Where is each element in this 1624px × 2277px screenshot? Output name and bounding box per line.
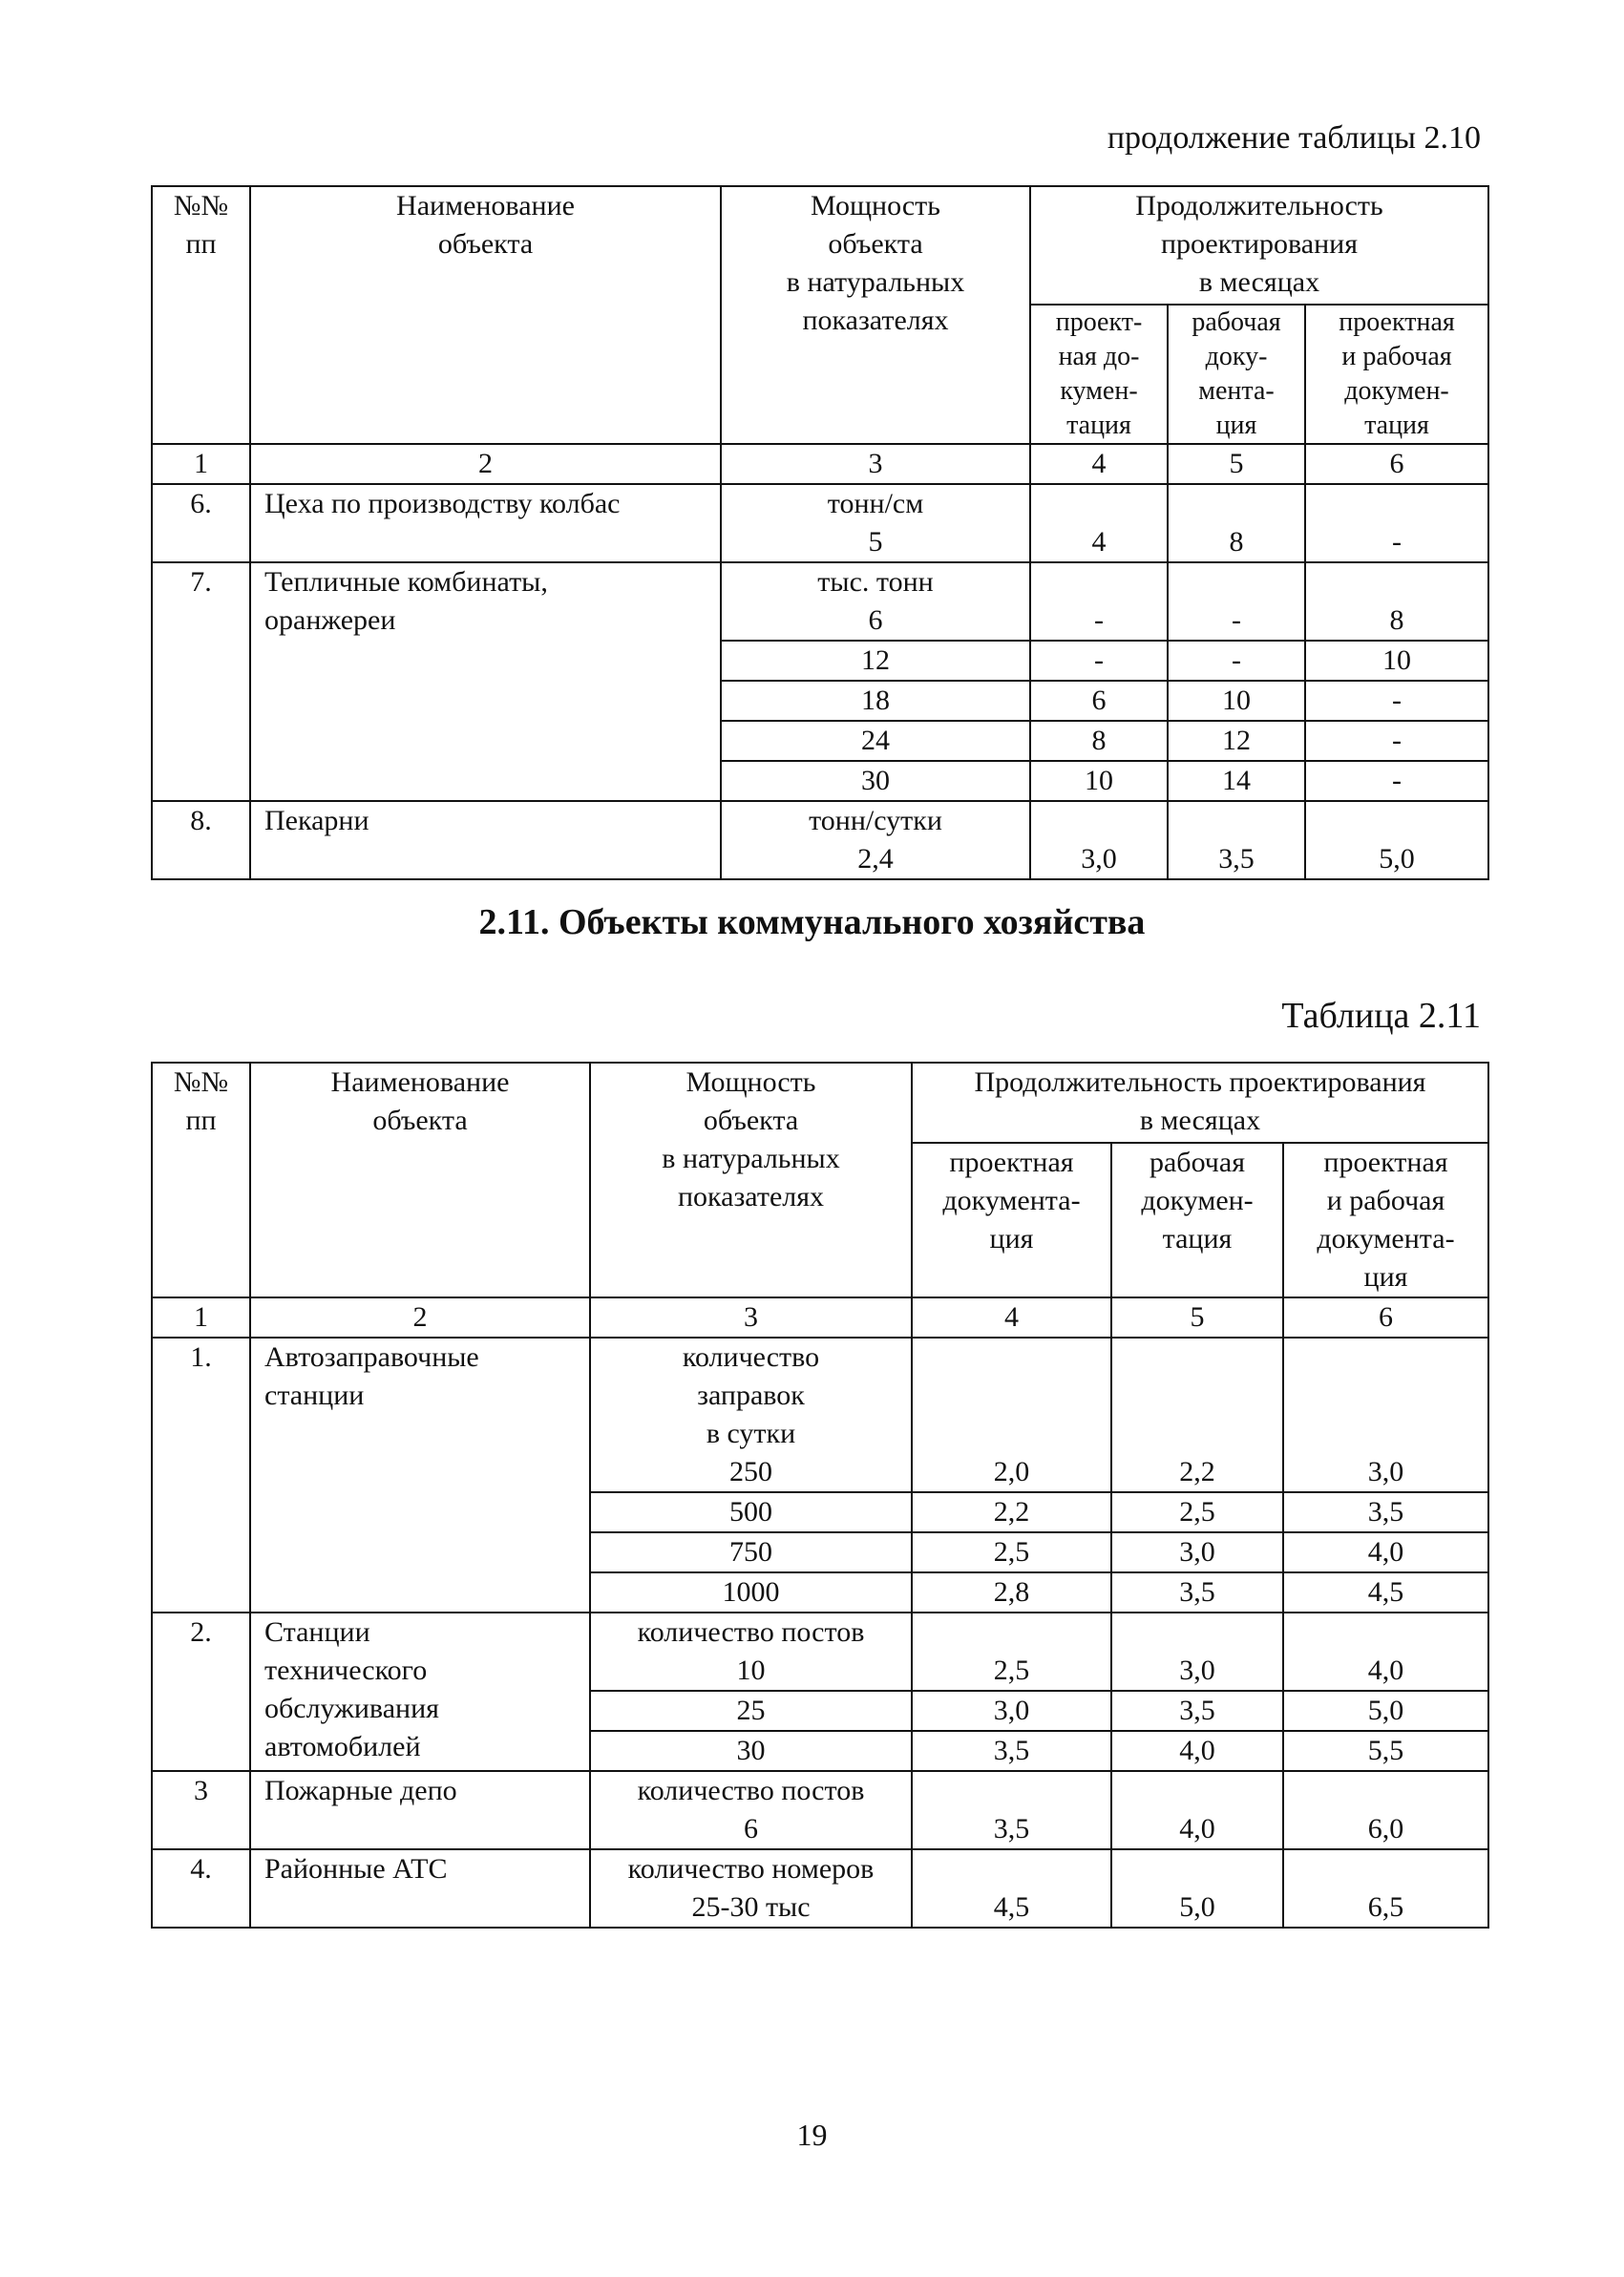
object-name: Автозаправочные станции	[250, 1338, 590, 1613]
value-combined-docs: 5,5	[1283, 1731, 1488, 1771]
value-combined-docs: 10	[1305, 641, 1488, 681]
header-row	[152, 186, 1488, 305]
header-working-docs: рабочая докумен- тация	[1111, 1143, 1283, 1297]
value-project-docs: -	[1030, 641, 1168, 681]
capacity-unit: тонн/см	[827, 488, 924, 519]
header-project-and-working-docs: проектная и рабочая докумен- тация	[1305, 305, 1488, 444]
table-row	[152, 1613, 1488, 1691]
object-name: Районные АТС	[250, 1849, 590, 1928]
col-num-4: 4	[912, 1297, 1111, 1338]
object-name: Тепличные комбинаты, оранжереи	[250, 562, 721, 801]
continuation-caption: продолжение таблицы 2.10	[1107, 120, 1481, 156]
col-num-5: 5	[1111, 1297, 1283, 1338]
capacity-value: 1000	[590, 1572, 912, 1613]
capacity-unit: тонн/сутки	[809, 805, 942, 836]
value-working-docs: 2,2	[1111, 1338, 1283, 1492]
value-project-docs: 3,0	[1030, 801, 1168, 879]
capacity-cell	[590, 1613, 912, 1691]
capacity-value: 250	[729, 1456, 772, 1487]
value-working-docs: -	[1168, 562, 1305, 641]
capacity-value: 12	[721, 641, 1030, 681]
value-working-docs: 3,5	[1111, 1572, 1283, 1613]
capacity-cell	[590, 1338, 912, 1492]
value-project-docs: 8	[1030, 721, 1168, 761]
capacity-value: 30	[721, 761, 1030, 801]
header-project-and-working-docs: проектная и рабочая документа- ция	[1283, 1143, 1488, 1297]
value-project-docs: 3,0	[912, 1691, 1111, 1731]
header-name: Наименование объекта	[250, 186, 721, 444]
section-title: 2.11. Объекты коммунального хозяйства	[478, 902, 1146, 942]
value-project-docs: 2,5	[912, 1532, 1111, 1572]
capacity-value: 24	[721, 721, 1030, 761]
capacity-cell	[721, 484, 1030, 562]
row-number: 8.	[152, 801, 250, 879]
value-project-docs: 6	[1030, 681, 1168, 721]
value-project-docs: -	[1030, 562, 1168, 641]
value-combined-docs: -	[1305, 721, 1488, 761]
table-row	[152, 562, 1488, 641]
value-working-docs: 8	[1168, 484, 1305, 562]
value-project-docs: 10	[1030, 761, 1168, 801]
col-num-1: 1	[152, 1297, 250, 1338]
value-combined-docs: 4,0	[1283, 1532, 1488, 1572]
header-capacity: Мощность объекта в натуральных показателях	[590, 1063, 912, 1297]
capacity-unit: количество номеров	[627, 1853, 875, 1885]
capacity-value: 500	[590, 1492, 912, 1532]
value-working-docs: 3,5	[1111, 1691, 1283, 1731]
col-num-3: 3	[590, 1297, 912, 1338]
capacity-value: 25	[590, 1691, 912, 1731]
table-row	[152, 801, 1488, 879]
value-combined-docs: 3,5	[1283, 1492, 1488, 1532]
value-combined-docs: -	[1305, 761, 1488, 801]
table-2-11	[151, 1062, 1489, 1929]
value-combined-docs: 4,5	[1283, 1572, 1488, 1613]
value-project-docs: 2,0	[912, 1338, 1111, 1492]
object-name: Станции технического обслуживания автомобилей	[250, 1613, 590, 1771]
table-row	[152, 1849, 1488, 1928]
capacity-value: 18	[721, 681, 1030, 721]
capacity-value: 30	[590, 1731, 912, 1771]
object-name: Пожарные депо	[250, 1771, 590, 1849]
capacity-unit: количество постов	[637, 1775, 865, 1806]
value-combined-docs: -	[1305, 681, 1488, 721]
value-combined-docs: 6,0	[1283, 1771, 1488, 1849]
value-working-docs: 5,0	[1111, 1849, 1283, 1928]
value-working-docs: 4,0	[1111, 1731, 1283, 1771]
table-caption: Таблица 2.11	[1281, 996, 1481, 1036]
value-working-docs: 3,0	[1111, 1613, 1283, 1691]
capacity-value: 6	[868, 604, 883, 636]
col-num-6: 6	[1305, 444, 1488, 484]
value-combined-docs: 3,0	[1283, 1338, 1488, 1492]
value-project-docs: 2,5	[912, 1613, 1111, 1691]
row-number: 2.	[152, 1613, 250, 1771]
col-num-2: 2	[250, 444, 721, 484]
capacity-unit: тыс. тонн	[817, 566, 934, 598]
capacity-value: 750	[590, 1532, 912, 1572]
table-row	[152, 484, 1488, 562]
col-num-3: 3	[721, 444, 1030, 484]
header-row	[152, 1063, 1488, 1143]
value-working-docs: -	[1168, 641, 1305, 681]
table-2-10	[151, 185, 1489, 880]
capacity-value: 25-30 тыс	[691, 1891, 811, 1923]
value-working-docs: 2,5	[1111, 1492, 1283, 1532]
capacity-value: 6	[744, 1813, 758, 1845]
value-combined-docs: 4,0	[1283, 1613, 1488, 1691]
value-project-docs: 4,5	[912, 1849, 1111, 1928]
capacity-unit: количество заправок в сутки	[682, 1341, 820, 1449]
object-name: Цеха по производству колбас	[250, 484, 721, 562]
object-name: Пекарни	[250, 801, 721, 879]
value-combined-docs: -	[1305, 484, 1488, 562]
capacity-cell	[721, 562, 1030, 641]
value-combined-docs: 8	[1305, 562, 1488, 641]
header-capacity: Мощность объекта в натуральных показателях	[721, 186, 1030, 444]
col-num-6: 6	[1283, 1297, 1488, 1338]
header-no: №№ пп	[152, 1063, 250, 1297]
row-number: 4.	[152, 1849, 250, 1928]
column-numbers-row	[152, 1297, 1488, 1338]
col-num-1: 1	[152, 444, 250, 484]
value-combined-docs: 5,0	[1283, 1691, 1488, 1731]
row-number: 1.	[152, 1338, 250, 1613]
capacity-value: 10	[736, 1655, 766, 1686]
value-project-docs: 3,5	[912, 1731, 1111, 1771]
header-duration: Продолжительность проектирования в месяцах	[1030, 186, 1488, 305]
value-combined-docs: 6,5	[1283, 1849, 1488, 1928]
capacity-cell	[721, 801, 1030, 879]
capacity-value: 5	[868, 526, 883, 558]
header-name: Наименование объекта	[250, 1063, 590, 1297]
capacity-unit: количество постов	[637, 1616, 865, 1648]
column-numbers-row	[152, 444, 1488, 484]
value-project-docs: 2,8	[912, 1572, 1111, 1613]
value-working-docs: 14	[1168, 761, 1305, 801]
col-num-5: 5	[1168, 444, 1305, 484]
row-number: 7.	[152, 562, 250, 801]
value-working-docs: 12	[1168, 721, 1305, 761]
header-project-docs: проектная документа- ция	[912, 1143, 1111, 1297]
page-number: 19	[796, 2118, 828, 2152]
row-number: 3	[152, 1771, 250, 1849]
col-num-2: 2	[250, 1297, 590, 1338]
col-num-4: 4	[1030, 444, 1168, 484]
header-no: №№ пп	[152, 186, 250, 444]
table-row	[152, 1771, 1488, 1849]
value-working-docs: 3,5	[1168, 801, 1305, 879]
value-working-docs: 10	[1168, 681, 1305, 721]
header-project-docs: проект- ная до- кумен- тация	[1030, 305, 1168, 444]
capacity-cell	[590, 1771, 912, 1849]
value-working-docs: 3,0	[1111, 1532, 1283, 1572]
value-project-docs: 2,2	[912, 1492, 1111, 1532]
value-project-docs: 3,5	[912, 1771, 1111, 1849]
row-number: 6.	[152, 484, 250, 562]
header-working-docs: рабочая доку- мента- ция	[1168, 305, 1305, 444]
capacity-value: 2,4	[857, 843, 894, 875]
capacity-cell	[590, 1849, 912, 1928]
value-combined-docs: 5,0	[1305, 801, 1488, 879]
table-row	[152, 1338, 1488, 1492]
value-working-docs: 4,0	[1111, 1771, 1283, 1849]
header-duration: Продолжительность проектирования в месяцах	[912, 1063, 1488, 1143]
value-project-docs: 4	[1030, 484, 1168, 562]
